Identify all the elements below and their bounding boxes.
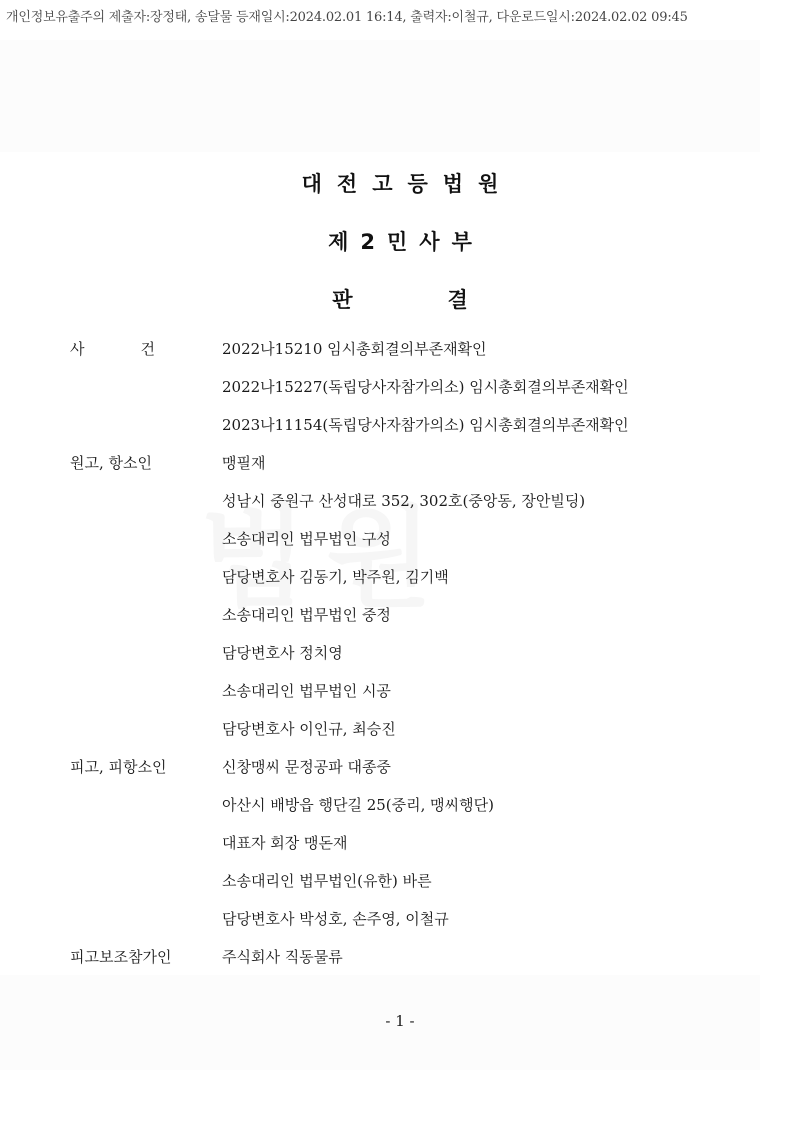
defendant-row [0, 868, 800, 894]
plaintiff-line: 담당변호사 김동기, 박주원, 김기백 [222, 568, 449, 586]
case-row [0, 412, 800, 438]
plaintiff-row [0, 716, 800, 742]
case-row [0, 374, 800, 400]
plaintiff-label: 원고, 항소인 [70, 454, 152, 472]
plaintiff-line: 소송대리인 법무법인 중정 [222, 606, 391, 624]
defendant-label: 피고, 피항소인 [70, 758, 167, 776]
plaintiff-row [0, 526, 800, 552]
page-number: - 1 - [385, 1012, 415, 1030]
scan-shading-top [0, 40, 760, 152]
plaintiff-row [0, 678, 800, 704]
defendant-row [0, 792, 800, 818]
plaintiff-line: 성남시 중원구 산성대로 352, 302호(중앙동, 장안빌딩) [222, 492, 586, 510]
defendant-line: 담당변호사 박성호, 손주영, 이철규 [222, 910, 449, 928]
defendant-row [0, 754, 800, 780]
court-name: 대전고등법원 [301, 172, 514, 196]
plaintiff-row [0, 450, 800, 476]
defendant-line: 아산시 배방읍 행단길 25(중리, 맹씨행단) [222, 796, 494, 814]
case-line: 2023나11154(독립당사자참가의소) 임시총회결의부존재확인 [222, 416, 629, 434]
case-line: 2022나15227(독립당사자참가의소) 임시총회결의부존재확인 [222, 378, 629, 396]
plaintiff-row [0, 602, 800, 628]
intervenor-row [0, 944, 800, 970]
plaintiff-line: 소송대리인 법무법인 구성 [222, 530, 391, 548]
plaintiff-line: 맹필재 [222, 454, 266, 472]
intervenor-line: 주식회사 직동물류 [222, 948, 343, 966]
division-name: 제2민사부 [328, 230, 484, 254]
plaintiff-line: 담당변호사 이인규, 최승진 [222, 720, 396, 738]
defendant-line: 대표자 회장 맹돈재 [222, 834, 348, 852]
plaintiff-line: 소송대리인 법무법인 시공 [222, 682, 391, 700]
case-label: 사 건 [70, 340, 155, 358]
defendant-line: 소송대리인 법무법인(유한) 바른 [222, 872, 432, 890]
plaintiff-row [0, 488, 800, 514]
plaintiff-row [0, 564, 800, 590]
defendant-row [0, 906, 800, 932]
case-row [0, 336, 800, 362]
judgment-char-left: 판 [332, 288, 353, 312]
plaintiff-line: 담당변호사 정치영 [222, 644, 343, 662]
plaintiff-row [0, 640, 800, 666]
leak-notice-header: 개인정보유출주의 제출자:장정태, 송달물 등재일시:2024.02.01 16:14, 출력자:이철규, 다운로드일시:2024.02.02 09:45 [6, 10, 688, 25]
document-type-title [0, 284, 800, 314]
case-line: 2022나15210 임시총회결의부존재확인 [222, 340, 487, 358]
intervenor-label: 피고보조참가인 [70, 948, 172, 966]
judgment-char-right: 결 [447, 288, 468, 312]
defendant-line: 신창맹씨 문정공파 대종중 [222, 758, 391, 776]
defendant-row [0, 830, 800, 856]
